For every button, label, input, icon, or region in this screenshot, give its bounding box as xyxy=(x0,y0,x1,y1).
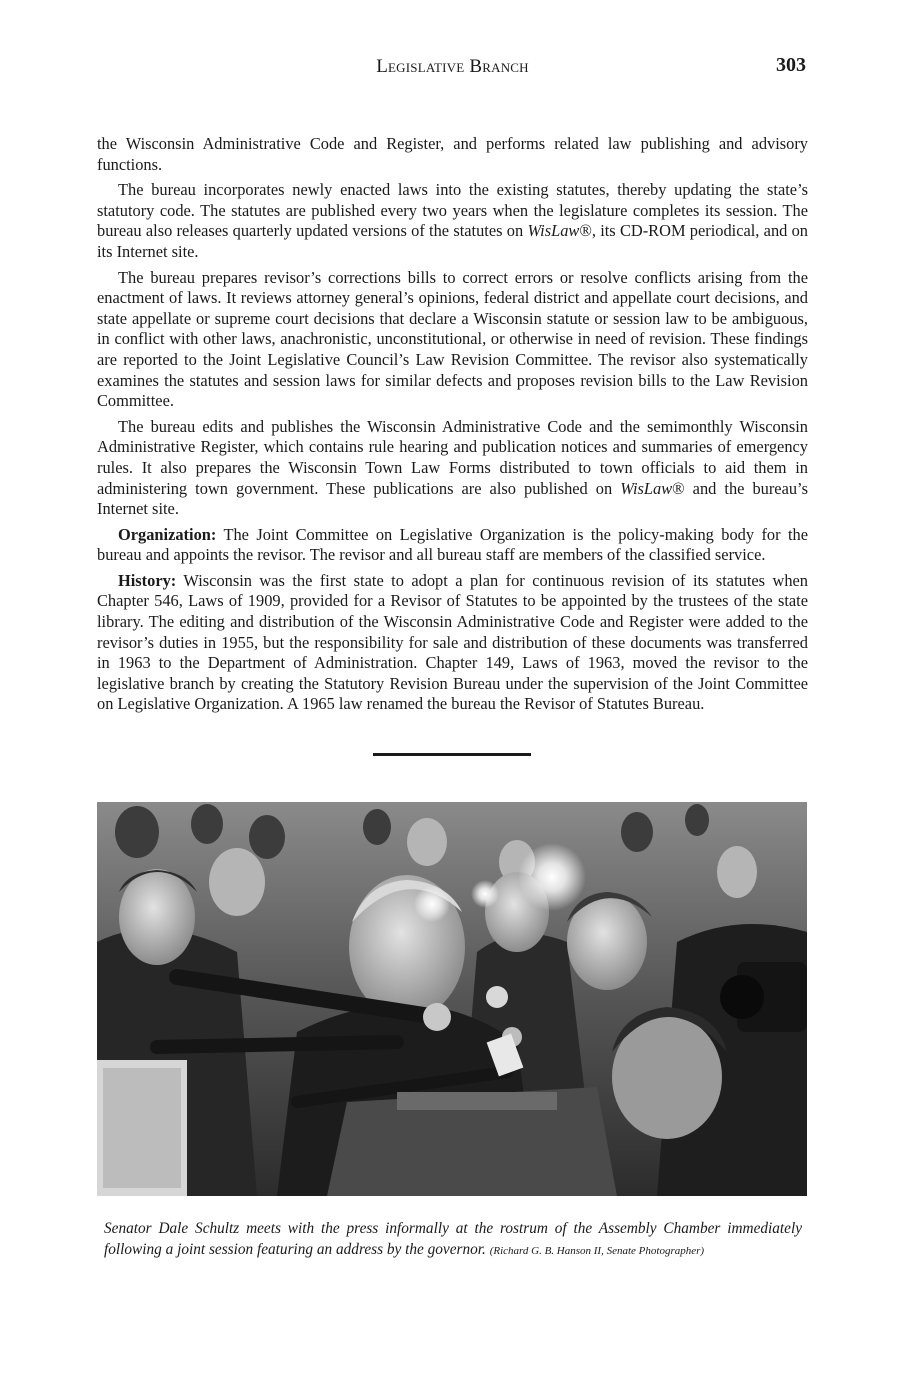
paragraph-history xyxy=(97,571,808,715)
paragraph-administrative-code xyxy=(97,417,808,520)
page-number: 303 xyxy=(776,54,806,76)
paragraph-text: Wisconsin was the first state to adopt a plan for continuous revision of its statutes when Chapter 546, Laws of 1909, provided for a Revisor of Statutes to be appointed by the trustees of the state library. The editing and distribution of the Wisconsin Administrative Code and Register were added to the revisor’s duties in 1955, but the responsibility for sale and distribution of these documents was transferred in 1963 to the Department of Administration. Chapter 149, Laws of 1963, moved the revisor to the legislative branch by creating the Statutory Revision Bureau under the supervision of the Joint Committee on Legislative Organization. A 1965 law renamed the bureau the Revisor of Statutes Bureau. xyxy=(97,570,808,714)
press-photo-image xyxy=(97,802,807,1196)
paragraph-label: Organization: xyxy=(118,524,217,544)
photo-credit: (Richard G. B. Hanson II, Senate Photographer) xyxy=(489,1244,705,1257)
section-divider xyxy=(373,753,531,756)
paragraph-text: The bureau edits and publishes the Wisconsin Administrative Code and the semimonthly Wisconsin Administrative Register, which contains rule hearing and publication notices and summaries of emergency rules. It also prepares the Wisconsin Town Law Forms distributed to town officials to aid them in administering town government. These publications are also published on xyxy=(97,416,808,498)
paragraph-text: the Wisconsin Administrative Code and Register, and performs related law publishing and advisory functions. xyxy=(97,134,808,174)
wislaw-term: WisLaw xyxy=(620,478,673,498)
paragraph-continuation xyxy=(97,134,808,175)
paragraph-text: The bureau prepares revisor’s corrections bills to correct errors or resolve conflicts arising from the enactment of laws. It reviews attorney general’s opinions, federal district and appellate court decisions, and state appellate or supreme court decisions that declare a Wisconsin statute or session law to be ambiguous, in conflict with other laws, anachronistic, unconstitutional, or otherwise in need of revision. These findings are reported to the Joint Legislative Council’s Law Revision Committee. The revisor also systematically examines the statutes and session laws for similar defects and proposes revision bills to the Law Revision Committee. xyxy=(97,267,808,411)
press-photo xyxy=(97,802,807,1196)
running-head: Legislative Branch xyxy=(376,56,529,77)
paragraph-text: The bureau incorporates newly enacted laws into the existing statutes, thereby updating the state’s statutory code. The statutes are published every two years when the legislature completes its session. The bureau also releases quarterly updated versions of the statutes on xyxy=(97,180,808,241)
page-header xyxy=(97,54,808,80)
paragraph-text: The Joint Committee on Legislative Organization is the policy-making body for the bureau and appoints the revisor. The revisor and all bureau staff are members of the classified service. xyxy=(97,524,808,565)
caption-text: Senator Dale Schultz meets with the press informally at the rostrum of the Assembly Chamber immediately following a joint session featuring an address by the governor. xyxy=(104,1220,802,1258)
paragraph-text: ®, its CD-ROM periodical, and on its Internet site. xyxy=(97,221,808,261)
body-text xyxy=(97,134,808,720)
paragraph-label: History: xyxy=(118,570,177,590)
paragraph-statutes xyxy=(97,180,808,262)
paragraph-organization xyxy=(97,525,808,566)
wislaw-term: WisLaw xyxy=(527,221,580,241)
paragraph-corrections xyxy=(97,268,808,412)
photo-caption xyxy=(104,1219,802,1261)
paragraph-text: ® and the bureau’s Internet site. xyxy=(97,478,808,519)
